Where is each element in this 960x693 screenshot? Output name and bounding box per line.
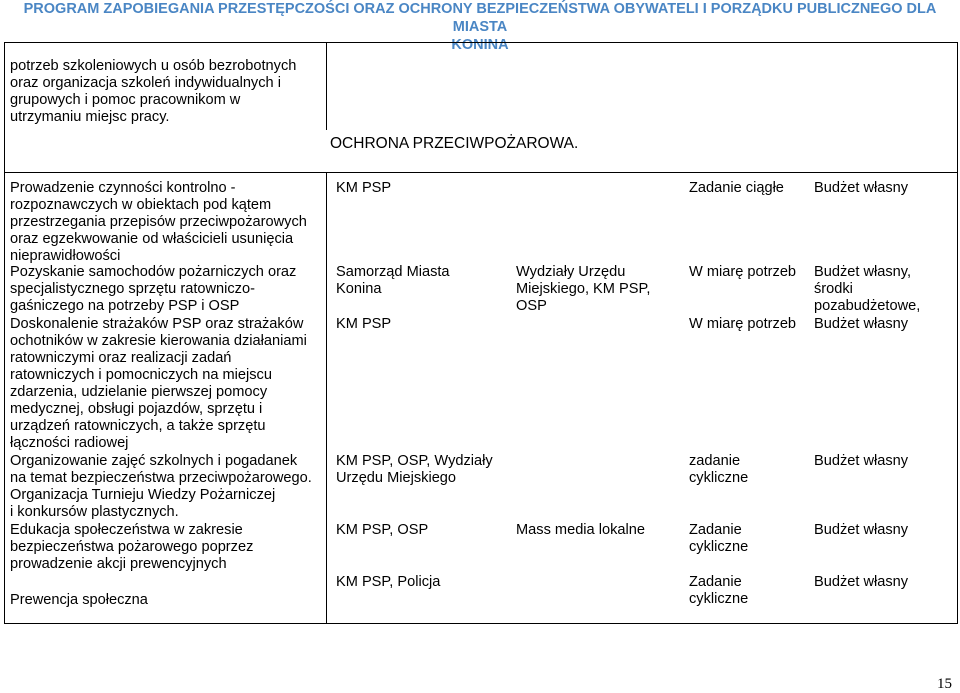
row-2-funding: Budżet własny, środki pozabudżetowe, [814, 264, 921, 314]
row-2-responsible: Samorząd Miasta Konina [336, 264, 450, 297]
row-1-deadline: Zadanie ciągłe [689, 180, 784, 196]
row-4-funding: Budżet własny [814, 453, 909, 469]
top-block-divider [326, 42, 327, 130]
row-2-partners: Wydziały Urzędu Miejskiego, KM PSP, OSP [516, 264, 651, 314]
row-2-task: Pozyskanie samochodów pożarniczych oraz specjalistycznego sprzętu ratowniczo- gaśniczego na potrzeby PSP i OSP [10, 264, 297, 314]
row-4-responsible: KM PSP, OSP, Wydziały Urzędu Miejskiego [336, 453, 493, 486]
table-column-divider [326, 172, 327, 624]
row-6-responsible: KM PSP, Policja [336, 574, 441, 590]
section-title: OCHRONA PRZECIWPOŻAROWA. [330, 135, 579, 152]
row-4-deadline: zadanie cykliczne [689, 453, 749, 486]
row-6-deadline: Zadanie cykliczne [689, 574, 749, 607]
header-line-2: KONINA [451, 37, 509, 53]
row-5-deadline: Zadanie cykliczne [689, 522, 749, 555]
row-5-task: Edukacja społeczeństwa w zakresie bezpieczeństwa pożarowego poprzez prowadzenie akcji prewencyjnych [10, 522, 254, 572]
top-block-text: potrzeb szkoleniowych u osób bezrobotnych oraz organizacja szkoleń indywidualnych i grupowych i pomoc pracownikom w utrzymaniu miejsc pracy. [10, 58, 297, 125]
row-1-funding: Budżet własny [814, 180, 909, 196]
row-3-funding: Budżet własny [814, 316, 909, 332]
row-5-responsible: KM PSP, OSP [336, 522, 429, 538]
row-1-responsible: KM PSP [336, 180, 392, 196]
row-3-responsible: KM PSP [336, 316, 392, 332]
row-3-task: Doskonalenie strażaków PSP oraz strażaków ochotników w zakresie kierowania działaniami ratowniczymi oraz realizacji zadań ratowniczych i pomocniczych na miejscu zdarzenia, udzielanie pierwszej pomocy medycznej, obsługi pojazdów, sprzętu i urządzeń ratowniczych, a także sprzętu łączności radiowej [10, 316, 307, 451]
row-6-task: Prewencja społeczna [10, 592, 148, 608]
row-6-funding: Budżet własny [814, 574, 909, 590]
header-line-1: PROGRAM ZAPOBIEGANIA PRZESTĘPCZOŚCI ORAZ OCHRONY BEZPIECZEŃSTWA OBYWATELI I PORZĄDKU PUBLICZNEGO DLA MIASTA [23, 1, 937, 35]
row-2-deadline: W miarę potrzeb [689, 264, 797, 280]
row-5-partners: Mass media lokalne [516, 522, 645, 538]
page-number: 15 [937, 676, 952, 692]
row-3-deadline: W miarę potrzeb [689, 316, 797, 332]
row-4-task: Organizowanie zajęć szkolnych i pogadanek na temat bezpieczeństwa przeciwpożarowego. Organizacja Turnieju Wiedzy Pożarniczej i konkursów plastycznych. [10, 453, 312, 520]
row-1-task: Prowadzenie czynności kontrolno - rozpoznawczych w obiektach pod kątem przestrzegania przepisów przeciwpożarowych oraz egzekwowanie od właścicieli usunięcia nieprawidłowości [10, 180, 307, 264]
row-5-funding: Budżet własny [814, 522, 909, 538]
